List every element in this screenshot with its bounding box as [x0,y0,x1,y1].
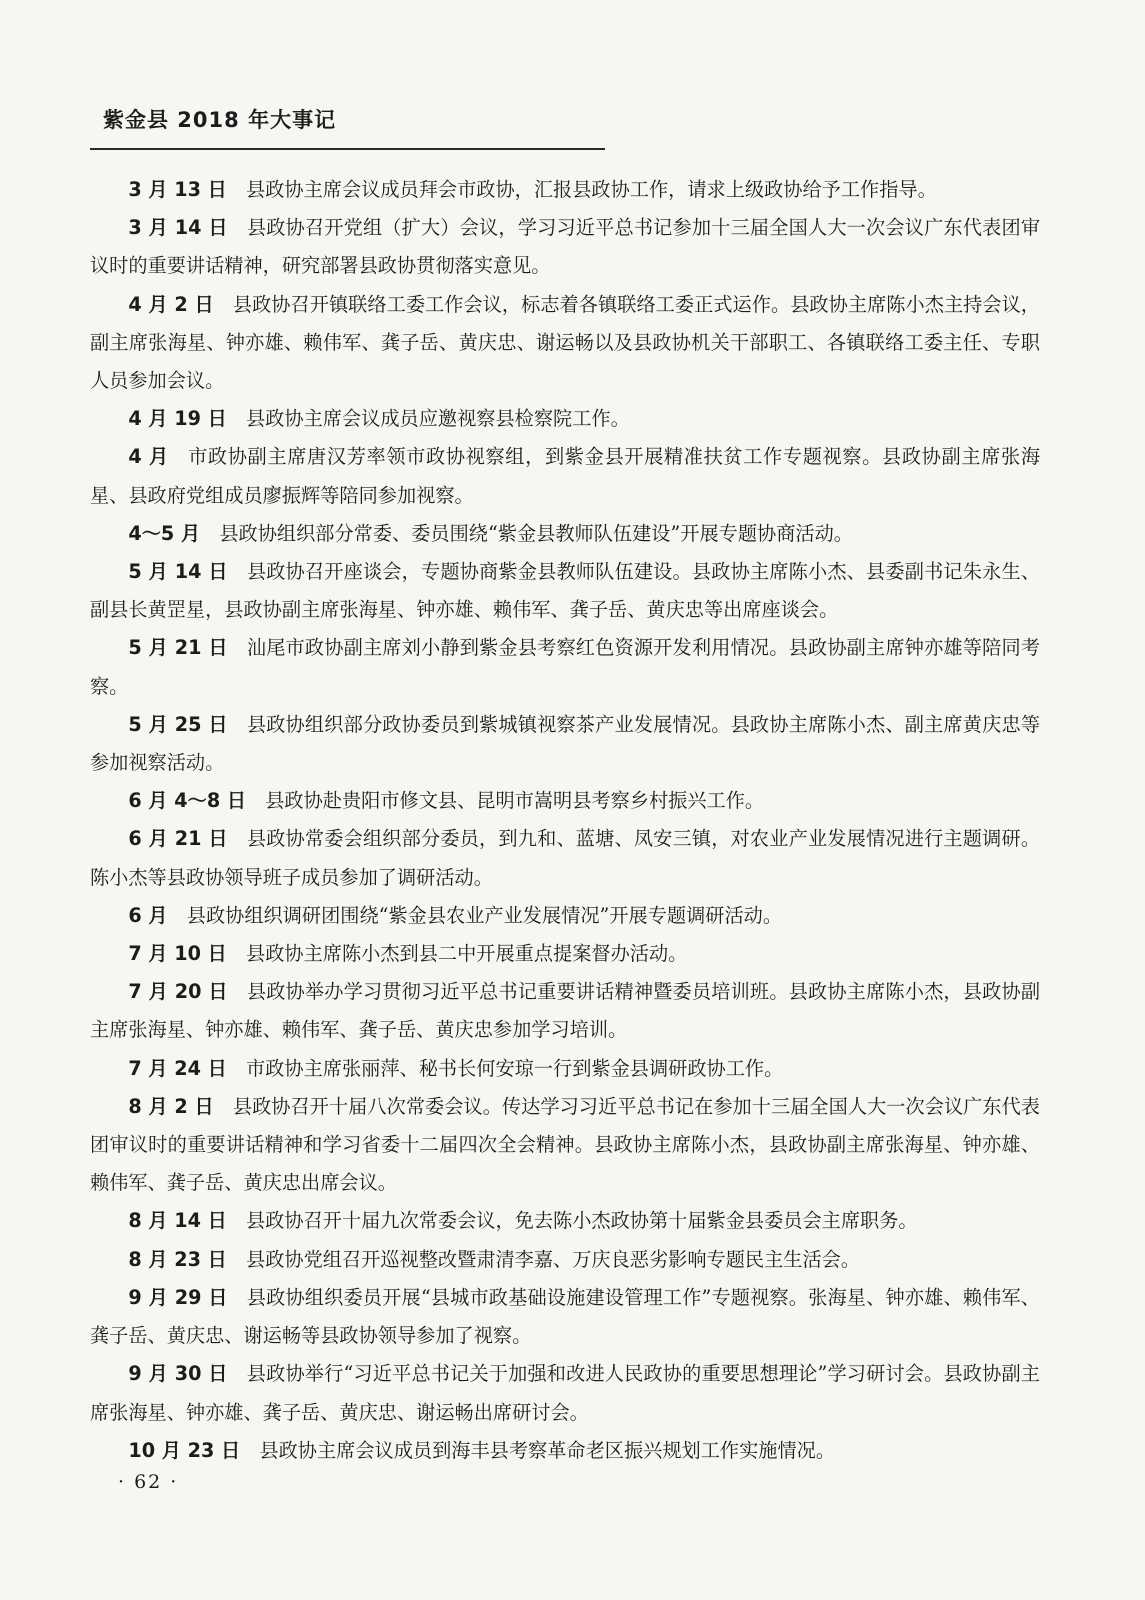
entry-date: 3 月 13 日 [128,178,227,201]
entry-date: 8 月 23 日 [128,1247,227,1271]
entry-text: 县政协赴贵阳市修文县、昆明市嵩明县考察乡村振兴工作。 [265,789,765,813]
chronicle-entry [90,1050,1040,1088]
header-rule [90,148,605,150]
chronicle-entry [90,1202,1040,1240]
chronicle-entry [90,515,1040,553]
entry-date: 7 月 10 日 [128,942,227,966]
entry-date: 9 月 29 日 [128,1285,228,1309]
entry-date: 3 月 14 日 [128,216,228,240]
chronicle-entry [90,820,1040,896]
chronicle-entry [90,171,1040,209]
entry-text: 县政协主席会议成员到海丰县考察革命老区振兴规划工作实施情况。 [259,1438,836,1462]
entry-text: 汕尾市政协副主席刘小静到紫金县考察红色资源开发利用情况。县政协副主席钟亦雄等陪同考察。 [90,636,1041,698]
chronicle-entry [90,400,1040,438]
entry-date: 9 月 30 日 [128,1362,228,1386]
entry-text: 县政协召开十届九次常委会议，免去陈小杰政协第十届紫金县委员会主席职务。 [246,1209,918,1233]
entry-date: 6 月 21 日 [128,827,228,851]
entry-text: 县政协召开党组（扩大）会议，学习习近平总书记参加十三届全国人大一次会议广东代表团审议时的重要讲话精神，研究部署县政协贯彻落实意见。 [90,216,1041,278]
entry-date: 4 月 [128,445,169,469]
page-number: · 62 · [118,1471,179,1493]
entry-text: 县政协常委会组织部分委员，到九和、蓝塘、凤安三镇，对农业产业发展情况进行主题调研。陈小杰等县政协领导班子成员参加了调研活动。 [90,827,1041,889]
entry-date: 10 月 23 日 [128,1438,241,1462]
entry-text: 县政协召开座谈会，专题协商紫金县教师队伍建设。县政协主席陈小杰、县委副书记朱永生、副县长黄罡星，县政协副主席张海星、钟亦雄、赖伟军、龚子岳、黄庆忠等出席座谈会。 [90,560,1041,622]
entry-text: 县政协组织部分政协委员到紫城镇视察茶产业发展情况。县政协主席陈小杰、副主席黄庆忠等参加视察活动。 [90,712,1041,775]
chronicle-entry [90,973,1040,1049]
entry-date: 5 月 21 日 [128,636,228,660]
entry-date: 7 月 20 日 [128,980,228,1004]
entry-date: 8 月 2 日 [128,1094,214,1118]
entry-date: 4 月 2 日 [128,292,214,316]
entry-text: 市政协副主席唐汉芳率领市政协视察组，到紫金县开展精准扶贫工作专题视察。县政协副主席张海星、县政府党组成员廖振辉等陪同参加视察。 [90,445,1041,507]
chronicle-entry [90,1355,1040,1431]
entry-text: 县政协主席会议成员拜会市政协，汇报县政协工作，请求上级政协给予工作指导。 [246,178,937,201]
entry-date: 6 月 [128,903,168,927]
entry-text: 县政协组织调研团围绕“紫金县农业产业发展情况”开展专题调研活动。 [186,903,783,927]
entry-date: 5 月 25 日 [128,712,228,736]
chronicle-entry [90,629,1040,705]
entry-date: 5 月 14 日 [128,560,228,584]
entry-text: 县政协组织委员开展“县城市政基础设施建设管理工作”专题视察。张海星、钟亦雄、赖伟军、龚子岳、黄庆忠、谢运畅等县政协领导参加了视察。 [90,1285,1040,1348]
chronicle-entry [90,706,1040,782]
chronicle-entries [90,171,1040,1470]
chronicle-entry [90,286,1040,401]
entry-text: 市政协主席张丽萍、秘书长何安琼一行到紫金县调研政协工作。 [246,1056,784,1080]
chronicle-entry [90,553,1040,629]
entry-text: 县政协举行“习近平总书记关于加强和改进人民政协的重要思想理论”学习研讨会。县政协副主席张海星、钟亦雄、龚子岳、黄庆忠、谢运畅出席研讨会。 [90,1362,1040,1424]
chronicle-entry [90,935,1040,973]
entry-text: 县政协举办学习贯彻习近平总书记重要讲话精神暨委员培训班。县政协主席陈小杰，县政协副主席张海星、钟亦雄、赖伟军、龚子岳、黄庆忠参加学习培训。 [90,980,1041,1042]
entry-text: 县政协召开十届八次常委会议。传达学习习近平总书记在参加十三届全国人大一次会议广东代表团审议时的重要讲话精神和学习省委十二届四次全会精神。县政协主席陈小杰，县政协副主席张海星、钟亦雄、赖伟军、龚子岳、黄庆忠出席会议。 [90,1094,1040,1195]
chronicle-entry [90,1088,1040,1203]
chronicle-entry [90,1432,1040,1470]
page-header-title: 紫金县 2018 年大事记 [103,108,337,132]
chronicle-entry [90,438,1040,514]
entry-text: 县政协组织部分常委、委员围绕“紫金县教师队伍建设”开展专题协商活动。 [219,521,853,545]
entry-date: 7 月 24 日 [128,1056,227,1080]
entry-date: 4～5 月 [128,521,201,545]
chronicle-entry [90,209,1040,285]
entry-date: 4 月 19 日 [128,407,227,431]
entry-text: 县政协召开镇联络工委工作会议，标志着各镇联络工委正式运作。县政协主席陈小杰主持会议，副主席张海星、钟亦雄、赖伟军、龚子岳、黄庆忠、谢运畅以及县政协机关干部职工、各镇联络工委主任、专职人员参加会议。 [90,292,1040,393]
entry-date: 6 月 4～8 日 [128,789,247,813]
entry-text: 县政协主席陈小杰到县二中开展重点提案督办活动。 [246,942,688,966]
entry-text: 县政协党组召开巡视整改暨肃清李嘉、万庆良恶劣影响专题民主生活会。 [246,1247,861,1271]
entry-text: 县政协主席会议成员应邀视察县检察院工作。 [246,407,630,431]
chronicle-entry [90,1279,1040,1355]
chronicle-entry [90,897,1040,935]
entry-date: 8 月 14 日 [128,1209,227,1233]
chronicle-entry [90,1241,1040,1279]
chronicle-entry [90,782,1040,820]
